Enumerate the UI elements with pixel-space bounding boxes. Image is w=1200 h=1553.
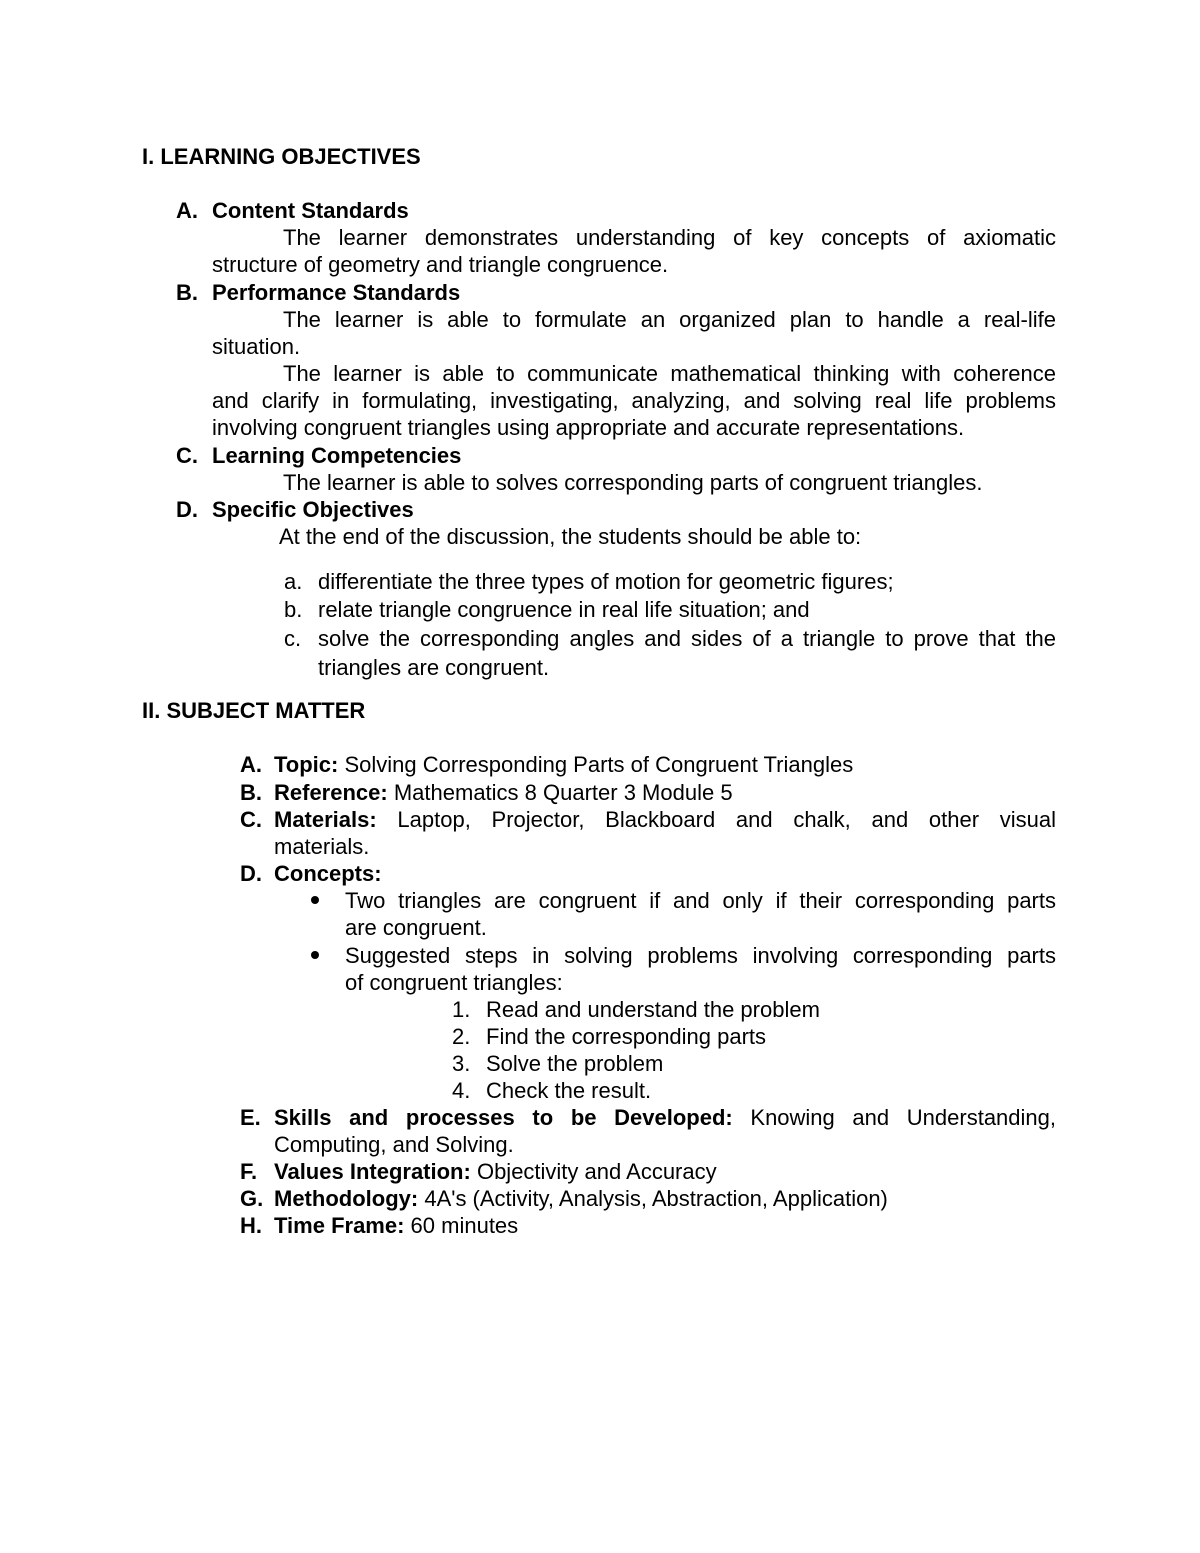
objective-marker: a.: [284, 569, 303, 594]
performance-standards-text-line: The learner is able to formulate an organized plan to handle a real-life: [283, 307, 1056, 332]
learning-competencies-text: The learner is able to solves corresponding parts of congruent triangles.: [283, 470, 983, 495]
step-text: Check the result.: [486, 1078, 652, 1103]
objective-text: triangles are congruent.: [318, 655, 550, 680]
learning-competencies-title: Learning Competencies: [212, 443, 462, 468]
reference-value: Mathematics 8 Quarter 3 Module 5: [393, 780, 733, 805]
objective-text: differentiate the three types of motion for geometric figures;: [318, 569, 894, 594]
objective-marker: b.: [284, 597, 303, 622]
step-marker: 4.: [452, 1078, 471, 1103]
content-standards-text-line: The learner demonstrates understanding of key concepts of axiomatic: [283, 225, 1056, 250]
step-text: Find the corresponding parts: [486, 1024, 767, 1049]
topic-value: Solving Corresponding Parts of Congruent Triangles: [344, 752, 854, 777]
time-frame-value: 60 minutes: [410, 1213, 519, 1238]
specific-objectives-intro: At the end of the discussion, the students should be able to:: [279, 524, 862, 549]
materials-label: Materials:: [274, 807, 377, 832]
item-marker: G.: [240, 1186, 264, 1211]
values-integration-label: Values Integration:: [274, 1159, 471, 1184]
item-marker: E.: [240, 1105, 261, 1130]
item-marker: D.: [176, 497, 198, 522]
content-standards-text-line: structure of geometry and triangle congruence.: [212, 252, 669, 277]
item-marker: A.: [240, 752, 262, 777]
time-frame-line: [274, 1212, 518, 1239]
concept-bullet-text: are congruent.: [345, 915, 487, 940]
step-text: Solve the problem: [486, 1051, 664, 1076]
step-marker: 1.: [452, 997, 471, 1022]
bullet-dot: [311, 951, 319, 959]
bullet-dot: [311, 896, 319, 904]
step-marker: 3.: [452, 1051, 471, 1076]
item-marker: B.: [240, 780, 262, 805]
materials-value: Laptop, Projector, Blackboard and chalk, and other visual: [397, 807, 1056, 832]
item-marker: F.: [240, 1159, 258, 1184]
skills-label: Skills and processes to be Developed:: [274, 1105, 733, 1130]
performance-standards-text-line: situation.: [212, 334, 301, 359]
concept-bullet-text: Suggested steps in solving problems involving corresponding parts: [345, 943, 1056, 968]
item-marker: B.: [176, 280, 198, 305]
concept-bullet-text: Two triangles are congruent if and only if their corresponding parts: [345, 888, 1056, 913]
item-marker: C.: [240, 807, 262, 832]
methodology-value: 4A's (Activity, Analysis, Abstraction, Application): [424, 1186, 888, 1211]
step-marker: 2.: [452, 1024, 471, 1049]
objective-text: relate triangle congruence in real life situation; and: [318, 597, 810, 622]
materials-value-line2: materials.: [274, 834, 370, 859]
performance-standards-text-line: and clarify in formulating, investigating, analyzing, and solving real life problems: [212, 388, 1056, 413]
reference-line: [274, 779, 733, 806]
reference-label: Reference:: [274, 780, 388, 805]
item-marker: H.: [240, 1213, 262, 1238]
item-marker: A.: [176, 198, 198, 223]
content-standards-title: Content Standards: [212, 198, 409, 223]
item-marker: C.: [176, 443, 198, 468]
methodology-line: [274, 1185, 888, 1212]
topic-line: [274, 751, 853, 778]
specific-objectives-title: Specific Objectives: [212, 497, 414, 522]
section-heading-subject-matter: II. SUBJECT MATTER: [142, 698, 366, 723]
performance-standards-title: Performance Standards: [212, 280, 461, 305]
step-text: Read and understand the problem: [486, 997, 820, 1022]
performance-standards-text-line: The learner is able to communicate mathematical thinking with coherence: [283, 361, 1056, 386]
values-integration-value: Objectivity and Accuracy: [476, 1159, 717, 1184]
time-frame-label: Time Frame:: [274, 1213, 405, 1238]
performance-standards-text-line: involving congruent triangles using appropriate and accurate representations.: [212, 415, 965, 440]
section-heading-learning-objectives: I. LEARNING OBJECTIVES: [142, 144, 421, 169]
item-marker: D.: [240, 861, 262, 886]
topic-label: Topic:: [274, 752, 339, 777]
values-integration-line: [274, 1158, 717, 1185]
objective-text: solve the corresponding angles and sides of a triangle to prove that the: [318, 626, 1056, 651]
skills-value-line2: Computing, and Solving.: [274, 1132, 514, 1157]
objective-marker: c.: [284, 626, 302, 651]
skills-value: Knowing and Understanding,: [750, 1105, 1056, 1130]
concepts-label: Concepts:: [274, 861, 382, 886]
skills-line: [274, 1104, 1056, 1131]
concept-bullet-text: of congruent triangles:: [345, 970, 563, 995]
methodology-label: Methodology:: [274, 1186, 419, 1211]
materials-line: [274, 806, 1056, 833]
